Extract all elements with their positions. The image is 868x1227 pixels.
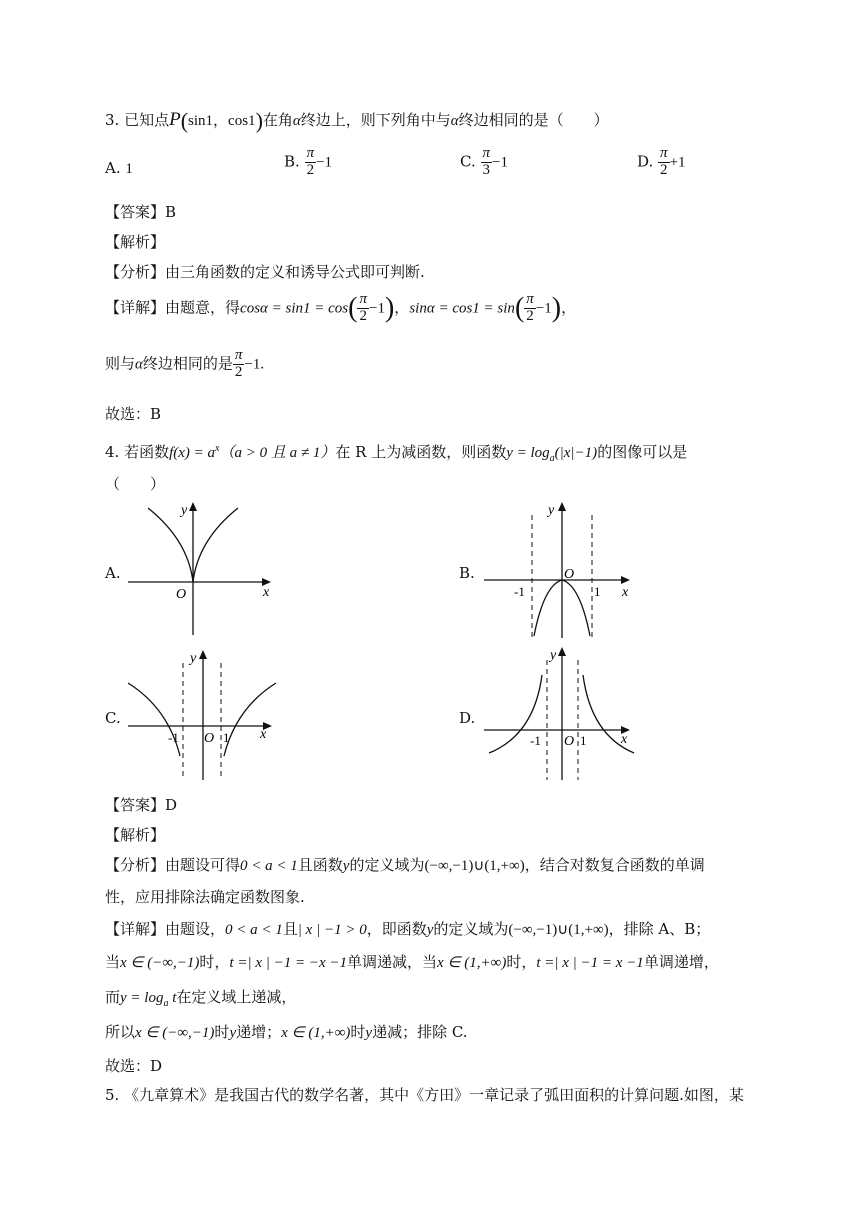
- tick-one: 1: [594, 584, 601, 599]
- x-label: x: [621, 732, 628, 747]
- curve-left: [128, 683, 180, 756]
- origin-label: O: [176, 587, 187, 602]
- q3-answer: 【答案】B: [105, 203, 177, 221]
- q4-label-a: A.: [105, 564, 121, 582]
- q4-choose: 故选：D: [105, 1057, 163, 1075]
- curve-right: [193, 508, 238, 582]
- graph-a: [128, 500, 278, 640]
- q4-paren: （ ）: [105, 475, 166, 493]
- y-label: y: [181, 503, 188, 518]
- graph-c: [128, 648, 278, 788]
- x-axis-arrow: [621, 576, 630, 584]
- curve-right: [224, 683, 276, 756]
- origin-label: O: [564, 734, 575, 749]
- q4-xiangjie-line3: 而$y = \log_a t$在定义域上递减，: [105, 988, 297, 1009]
- graph-b: [484, 500, 634, 640]
- q3-conclusion: 则与α终边相同的是 $\frac{\pi}{2}$ −1.: [105, 347, 265, 380]
- q4-label-b: B.: [459, 564, 475, 582]
- x-label: x: [263, 585, 270, 600]
- y-axis-arrow: [199, 650, 207, 659]
- q4-fenxi-line2: 性，应用排除法确定函数图象.: [105, 888, 305, 906]
- q3-stem: 3. 已知点P(sin1，cos1)在角α终边上，则下列角中与α终边相同的是（ ）: [105, 108, 609, 133]
- q4-xiangjie-line2: 当x ∈ (−∞,−1)时，t =| x | −1 = −x −1单调递减，当x ∈ (1,+∞)时，t =| x | −1 = x −1单调递增，: [105, 953, 719, 971]
- q3-analysis-header: 【解析】: [105, 233, 166, 251]
- q3-fenxi: 【分析】由三角函数的定义和诱导公式即可判断.: [105, 263, 425, 281]
- tick-minus-one: -1: [514, 584, 525, 599]
- q4-answer: 【答案】D: [105, 796, 178, 814]
- q3-xiangjie: 【详解】由题意，得cosα = sin1 = cos( $\frac{\pi}{2}$ −1)，sinα = cos1 = sin( $\frac{\pi}{2}$ −1)，: [105, 291, 577, 324]
- q3-option-a: A. 1: [105, 159, 133, 177]
- x-label: x: [622, 585, 629, 600]
- q4-fenxi-line1: 【分析】由题设可得0 < a < 1且函数y的定义域为(−∞,−1)∪(1,+∞)，结合对数复合函数的单调: [105, 856, 705, 874]
- y-label: y: [190, 651, 197, 666]
- tick-minus-one: -1: [168, 730, 179, 745]
- origin-label: O: [564, 567, 575, 582]
- q4-xiangjie-line4: 所以x ∈ (−∞,−1)时y递增；x ∈ (1,+∞)时y递减；排除 C.: [105, 1023, 468, 1041]
- tick-one: 1: [223, 730, 230, 745]
- q3-choose: 故选：B: [105, 405, 162, 423]
- q4-analysis-header: 【解析】: [105, 826, 166, 844]
- q3-option-c: C. $\frac{\pi}{3}$ −1: [460, 145, 508, 178]
- origin-label: O: [204, 731, 215, 746]
- q4-label-c: C.: [105, 709, 121, 727]
- y-axis-arrow: [558, 502, 566, 511]
- q4-label-d: D.: [459, 709, 476, 727]
- tick-minus-one: -1: [530, 733, 541, 748]
- q4-xiangjie-line1: 【详解】由题设，0 < a < 1且| x | −1 > 0，即函数y的定义域为(−∞,−1)∪(1,+∞)，排除 A、B；: [105, 920, 711, 938]
- curve-left: [148, 508, 193, 582]
- y-axis-arrow: [558, 647, 566, 656]
- x-label: x: [260, 727, 267, 742]
- tick-one: 1: [580, 733, 587, 748]
- q4-stem: 4. 若函数$f(x) = a^x(a > 0$ 且 a ≠ 1）在 R 上为减函数，则函数$y = \log_a(|x|-1)$的图像可以是: [105, 443, 688, 464]
- q3-option-d: D. $\frac{\pi}{2}$ +1: [637, 145, 686, 178]
- q3-number: 3.: [105, 111, 120, 129]
- q5-stem: 5. 《九章算术》是我国古代的数学名著，其中《方田》一章记录了弧田面积的计算问题.如图，某: [105, 1086, 744, 1104]
- y-axis-arrow: [189, 502, 197, 511]
- graph-d: [484, 645, 636, 785]
- q3-option-b: B. $\frac{\pi}{2}$ −1: [284, 145, 333, 178]
- y-label: y: [548, 503, 555, 518]
- y-label: y: [550, 648, 557, 663]
